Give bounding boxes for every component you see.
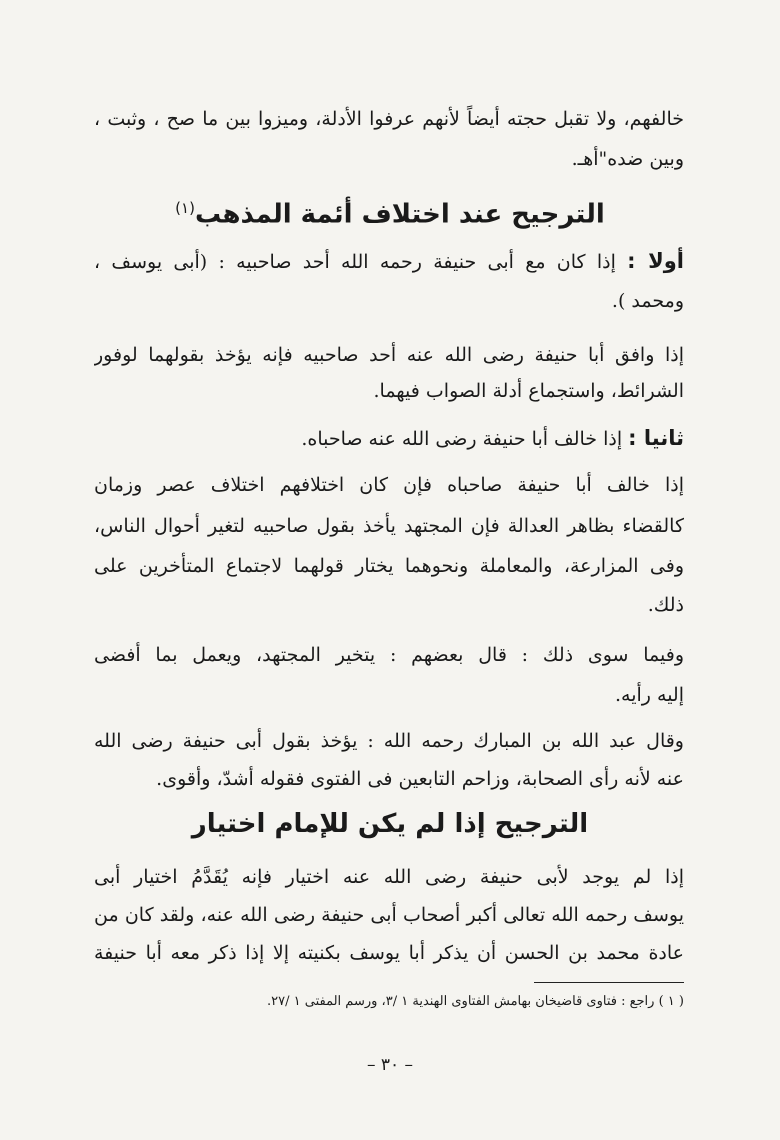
body-line: وقال عبد الله بن المبارك رحمه الله : يؤخذ بقول أبى حنيفة رضى الله (94, 730, 684, 752)
body-line: إليه رأيه. (615, 684, 684, 706)
body-line: عنه لأنه رأى الصحابة، وزاحم التابعين فى الفتوى فقوله أشدّ، وأقوى. (156, 768, 684, 790)
body-line: ذلك. (647, 594, 684, 616)
footnote-ref: (١) (175, 199, 195, 217)
footnote: ( ١ ) راجع : فتاوى قاضيخان بهامش الفتاوى الهندية ١ /٣، ورسم المفتى ١ /٢٧. (267, 994, 684, 1009)
item-label: ثانيا : (628, 426, 684, 450)
body-line: الشرائط، واستجماع أدلة الصواب فيهما. (373, 380, 684, 402)
item-text: إذا خالف أبا حنيفة رضى الله عنه صاحباه. (301, 428, 623, 450)
body-line: يوسف رحمه الله تعالى أكبر أصحاب أبى حنيفة رضى الله عنه، ولقد كان من (94, 904, 684, 926)
body-line: وفيما سوى ذلك : قال بعضهم : يتخير المجتهد، ويعمل بما أفضى (94, 644, 684, 666)
page-number: – ٣٠ – (366, 1055, 414, 1075)
item-text: إذا كان مع أبى حنيفة رحمه الله أحد صاحبيه : (أبى يوسف ، (94, 251, 616, 273)
body-line: إذا لم يوجد لأبى حنيفة رضى الله عنه اختيار فإنه يُقَدَّمُ اختيار أبى (94, 866, 684, 888)
body-line: كالقضاء بظاهر العدالة فإن المجتهد يأخذ بقول صاحبيه لتغير أحوال الناس، (94, 515, 684, 537)
body-line: إذا وافق أبا حنيفة رضى الله عنه أحد صاحبيه فإنه يؤخذ بقولهما لوفور (94, 344, 684, 366)
section-heading (0, 190, 780, 233)
heading-text: الترجيح عند اختلاف أئمة المذهب (194, 199, 605, 230)
body-line: وبين ضده"أهـ. (571, 148, 684, 170)
footnote-divider (534, 982, 684, 983)
body-line (94, 246, 684, 277)
item-label: أولا : (627, 249, 684, 273)
body-line: إذا خالف أبا حنيفة صاحباه فإن كان اختلافهم اختلاف عصر وزمان (94, 474, 684, 496)
body-line: خالفهم، ولا تقبل حجته أيضاً لأنهم عرفوا الأدلة، وميزوا بين ما صح ، وثبت ، (94, 108, 684, 130)
body-line: وفى المزارعة، والمعاملة ونحوهما يختار قولهما لاجتماع المتأخرين على (94, 555, 684, 577)
body-line: ومحمد ). (611, 290, 684, 312)
body-line: عادة محمد بن الحسن أن يذكر أبا يوسف بكنيته إلا إذا ذكر معه أبا حنيفة (94, 942, 684, 964)
body-line (94, 423, 684, 454)
section-heading: الترجيح إذا لم يكن للإمام اختيار (191, 809, 589, 839)
